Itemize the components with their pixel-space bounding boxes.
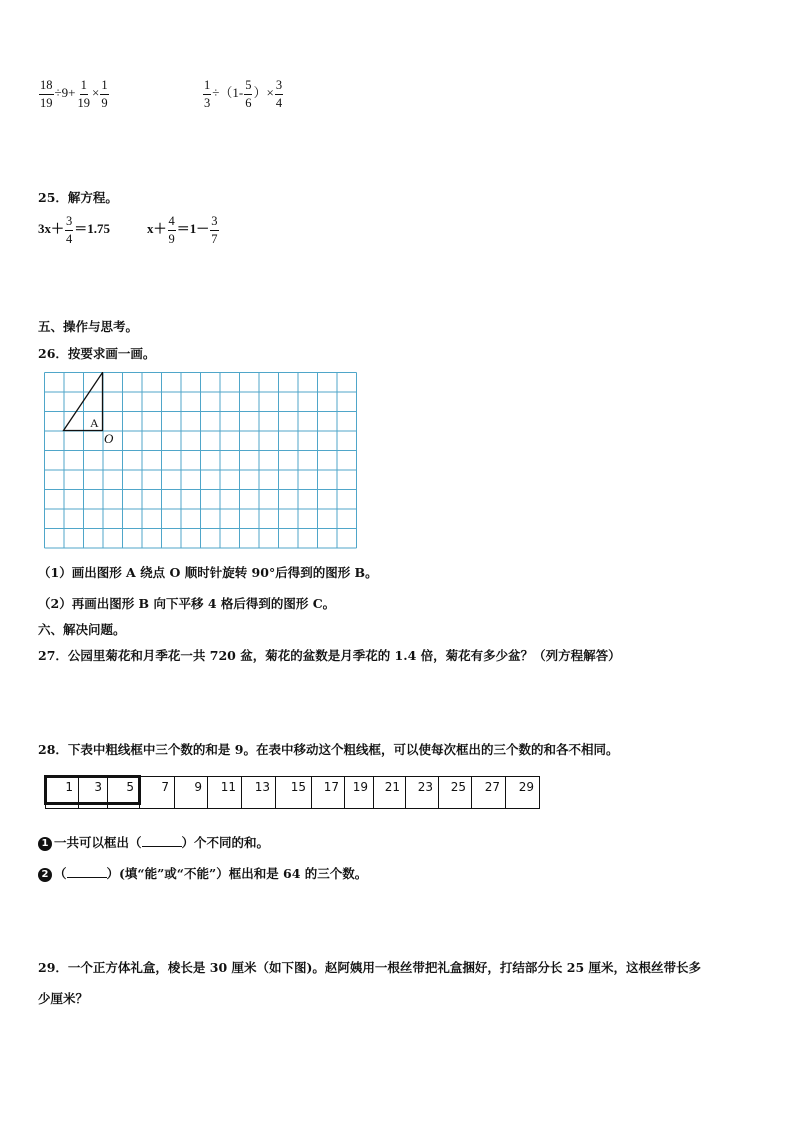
circled-number-2: 2 bbox=[38, 868, 52, 882]
number-cell: 23 bbox=[406, 777, 439, 809]
number-cell: 25 bbox=[439, 777, 472, 809]
drawing-grid bbox=[44, 372, 360, 552]
circled-number-1: 1 bbox=[38, 837, 52, 851]
fraction: $\frac{1}{19}$ bbox=[77, 78, 90, 110]
section-5-heading: 五、操作与思考。 bbox=[38, 319, 139, 334]
number-cell: 29 bbox=[506, 777, 540, 809]
grid-figure bbox=[44, 372, 360, 549]
answer-blank-2[interactable] bbox=[67, 877, 107, 878]
fraction: $\frac{5}{6}$ bbox=[245, 78, 252, 110]
equation-1: 3x＋ $\frac{3}{4}$ ＝1.75 bbox=[38, 214, 111, 246]
number-cell: 13 bbox=[242, 777, 276, 809]
question-28-title: 28．下表中粗线框中三个数的和是 9。在表中移动这个粗线框，可以使每次框出的三个数的和各不相同。 bbox=[38, 742, 619, 757]
bold-frame bbox=[44, 775, 141, 805]
section-6-heading: 六、解决问题。 bbox=[38, 622, 126, 637]
grid-lines bbox=[45, 373, 357, 549]
equation-2: x＋ $\frac{4}{9}$ ＝1－ $\frac{3}{7}$ bbox=[147, 214, 218, 246]
number-cell: 3 bbox=[79, 777, 108, 809]
fraction: $\frac{1}{9}$ bbox=[101, 78, 108, 110]
question-28-sub2: 2 （ ）(填“能”或“不能”）框出和是 64 的三个数。 bbox=[38, 864, 367, 882]
fraction: $\frac{3}{4}$ bbox=[275, 78, 283, 110]
question-29-line1: 29．一个正方体礼盒，棱长是 30 厘米（如下图)。赵阿姨用一根丝带把礼盒捆好，打结部分长 25 厘米，这根丝带长多 bbox=[38, 960, 702, 975]
number-cell: 15 bbox=[276, 777, 312, 809]
number-cell: 7 bbox=[140, 777, 175, 809]
number-cell: 17 bbox=[312, 777, 345, 809]
answer-blank-1[interactable] bbox=[142, 846, 182, 847]
question-29-line2: 少厘米？ bbox=[38, 991, 89, 1006]
question-26-sub1: （1）画出图形 A 绕点 O 顺时针旋转 90°后得到的图形 B。 bbox=[38, 565, 378, 580]
label-a: A bbox=[90, 416, 99, 430]
number-cell: 27 bbox=[472, 777, 506, 809]
question-26-title: 26．按要求画一画。 bbox=[38, 346, 156, 361]
fraction: $\frac{18}{19}$ bbox=[40, 78, 53, 110]
number-cell: 11 bbox=[208, 777, 242, 809]
question-28-sub1: 1 一共可以框出（ ）个不同的和。 bbox=[38, 833, 269, 851]
fraction: $\frac{3}{7}$ bbox=[211, 214, 218, 246]
number-cell: 5 bbox=[108, 777, 140, 809]
number-cell: 1 bbox=[46, 777, 79, 809]
number-cell: 9 bbox=[175, 777, 208, 809]
fraction: $\frac{3}{4}$ bbox=[66, 214, 73, 246]
fraction: $\frac{1}{3}$ bbox=[204, 78, 211, 110]
number-cell: 21 bbox=[374, 777, 406, 809]
question-25-title: 25．解方程。 bbox=[38, 190, 118, 205]
label-o: O bbox=[104, 431, 114, 446]
number-cell: 19 bbox=[345, 777, 374, 809]
question-27: 27．公园里菊花和月季花一共 720 盆，菊花的盆数是月季花的 1.4 倍，菊花有多少盆？（列方程解答） bbox=[38, 648, 621, 663]
question-26-sub2: （2）再画出图形 B 向下平移 4 格后得到的图形 C。 bbox=[38, 596, 336, 611]
expression-1: $\frac{18}{19}$ ÷9+ $\frac{1}{19}$ × $\frac{1}{9}$ bbox=[40, 78, 108, 110]
expression-2: $\frac{1}{3}$ ÷（1- $\frac{5}{6}$ ）× $\frac{3}{4}$ bbox=[204, 78, 283, 110]
fraction: $\frac{4}{9}$ bbox=[168, 214, 175, 246]
